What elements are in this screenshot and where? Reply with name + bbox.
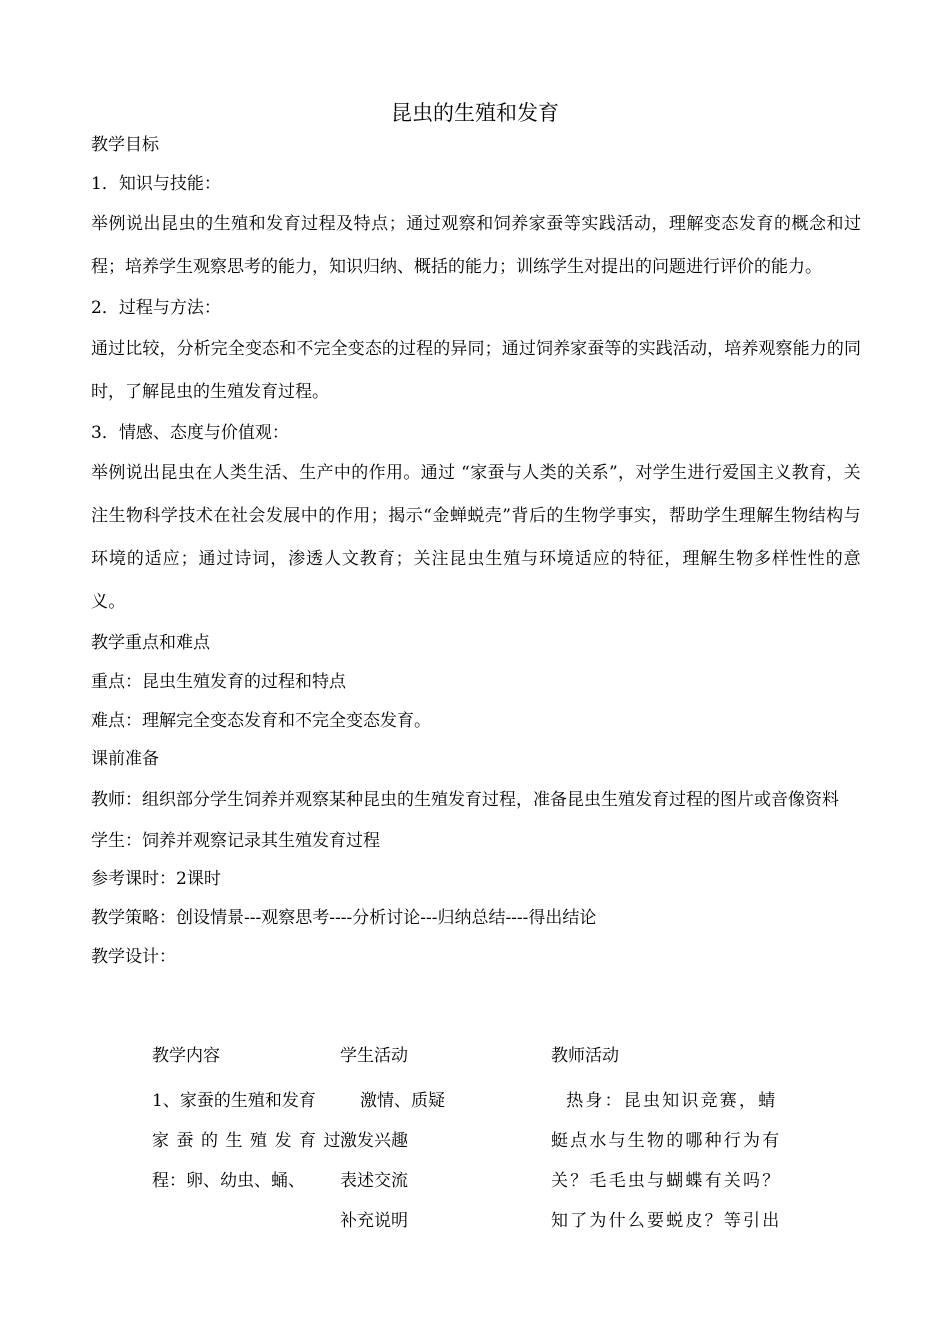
table-cell: 蜓点水与生物的哪种行为有 [551,1131,782,1151]
goal1-heading: 1．知识与技能： [91,173,221,194]
design-column-content [152,1041,348,1201]
design-heading: 教学设计： [91,946,176,967]
table-cell: 程：卵、幼虫、蛹、 [152,1171,305,1191]
table-cell: 补充说明 [340,1211,408,1231]
design-column-teacher [551,1041,801,1241]
section-heading-goals: 教学目标 [91,135,159,155]
design-column-student [340,1041,520,1241]
goal3-heading: 3．情感、态度与价值观： [91,422,289,443]
table-cell: 关？毛毛虫与蝴蝶有关吗？ [551,1171,782,1191]
document-body [91,126,861,976]
goal3-paragraph: 举例说出昆虫在人类生活、生产中的作用。通过 “家蚕与人类的关系”，对学生进行爱国主义教育，关注生物科学技术在社会发展中的作用；揭示“金蝉蜕壳”背后的生物学事实，帮助学生理解生物结构与环境的适应；通过诗词，渗透人文教育；关注昆虫生殖与环境适应的特征，理解生物多样性性的意义。 [91,463,861,613]
table-cell: 知了为什么要蜕皮？等引出 [551,1211,782,1231]
table-cell: 表述交流 [340,1171,408,1191]
section-heading-preparation: 课前准备 [91,749,159,770]
table-cell: 激发兴趣 [340,1131,408,1151]
prep-teacher: 教师：组织部分学生饲养并观察某种昆虫的生殖发育过程，准备昆虫生殖发育过程的图片或音像资料 [91,789,839,810]
goal1-paragraph: 举例说出昆虫的生殖和发育过程及特点；通过观察和饲养家蚕等实践活动，理解变态发育的概念和过程；培养学生观察思考的能力，知识归纳、概括的能力；训练学生对提出的问题进行评价的能力。 [91,214,861,278]
table-cell: 1、家蚕的生殖和发育 [152,1091,316,1111]
column-header: 教学内容 [152,1046,220,1066]
table-cell: 热身：昆虫知识竞赛，蜻 [551,1091,778,1111]
goal2-paragraph: 通过比较，分析完全变态和不完全变态的过程的异同；通过饲养家蚕等的实践活动，培养观察能力的同时，了解昆虫的生殖发育过程。 [91,338,861,402]
difficult-point: 难点：理解完全变态发育和不完全变态发育。 [91,710,431,731]
key-point: 重点：昆虫生殖发育的过程和特点 [91,671,346,692]
table-cell: 家蚕的生殖发育过 [152,1131,348,1151]
teaching-strategy: 教学策略：创设情景---观察思考----分析讨论---归纳总结----得出结论 [91,907,597,928]
prep-student: 学生：饲养并观察记录其生殖发育过程 [91,830,380,851]
column-header: 学生活动 [340,1046,408,1066]
table-cell: 激情、质疑 [360,1091,445,1111]
document-title: 昆虫的生殖和发育 [391,101,559,125]
goal2-heading: 2．过程与方法： [91,298,221,319]
class-hours: 参考课时：2课时 [91,869,221,890]
column-header: 教师活动 [551,1046,619,1066]
section-heading-key-points: 教学重点和难点 [91,633,210,654]
